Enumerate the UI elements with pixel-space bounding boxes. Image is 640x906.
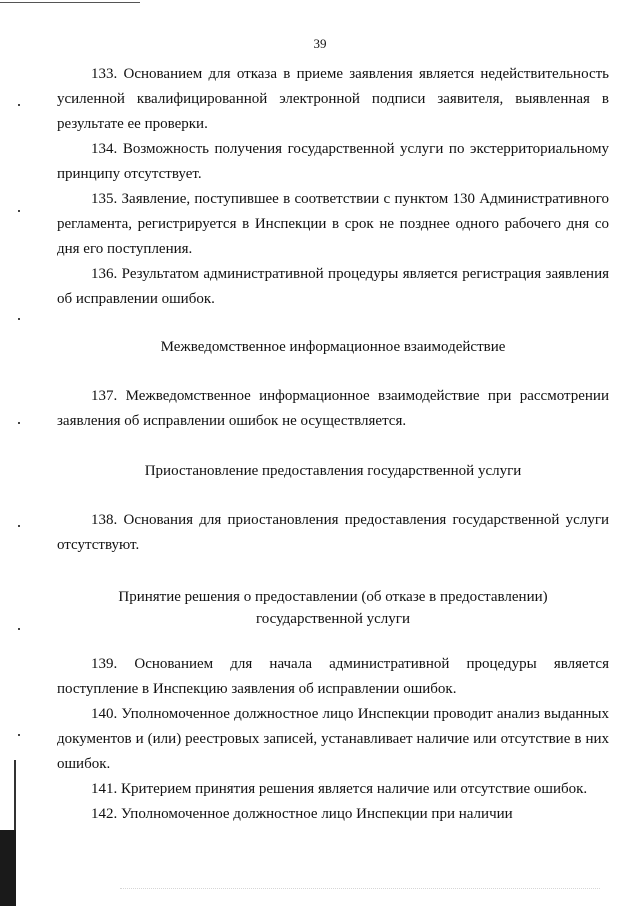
heading-decision-line2: государственной услуги	[256, 611, 410, 627]
margin-mark	[18, 210, 20, 212]
paragraph-139: 139. Основанием для начала административной процедуры является поступление в Инспекцию заявления об исправлении ошибок.	[57, 656, 609, 697]
paragraph-136: 136. Результатом административной процедуры является регистрация заявления об исправлении ошибок.	[57, 266, 609, 307]
document-body	[57, 62, 609, 827]
scan-bottom-artifacts	[120, 888, 600, 893]
margin-mark	[18, 318, 20, 320]
margin-mark	[18, 422, 20, 424]
margin-mark	[18, 104, 20, 106]
paragraph-141: 141. Критерием принятия решения является наличие или отсутствие ошибок.	[91, 781, 588, 797]
heading-interagency-text: Межведомственное информационное взаимодействие	[160, 339, 506, 355]
heading-interagency	[57, 336, 609, 358]
paragraph-134: 134. Возможность получения государственной услуги по экстерриториальному принципу отсутствует.	[57, 141, 609, 182]
paragraph-135: 135. Заявление, поступившее в соответствии с пунктом 130 Административного регламента, регистрируется в Инспекции в срок не позднее одного рабочего дня со дня его поступления.	[57, 191, 609, 257]
heading-decision	[57, 586, 609, 630]
paragraph-140: 140. Уполномоченное должностное лицо Инспекции проводит анализ выданных документов и (или) реестровых записей, устанавливает наличие или отсутствие в них ошибок.	[57, 706, 609, 772]
scan-top-rule	[0, 2, 140, 3]
paragraph-137: 137. Межведомственное информационное взаимодействие при рассмотрении заявления об исправлении ошибок не осуществляется.	[57, 388, 609, 429]
scan-edge-line	[14, 760, 16, 840]
paragraph-142: 142. Уполномоченное должностное лицо Инспекции при наличии	[91, 806, 513, 822]
paragraph-138: 138. Основания для приостановления предоставления государственной услуги отсутствуют.	[57, 512, 609, 553]
paragraph-133: 133. Основанием для отказа в приеме заявления является недействительность усиленной квалифицированной электронной подписи заявителя, выявленная в результате ее проверки.	[57, 66, 609, 132]
heading-suspension-text: Приостановление предоставления государственной услуги	[144, 463, 522, 479]
heading-decision-line1: Принятие решения о предоставлении (об отказе в предоставлении)	[118, 589, 548, 605]
page-number: 39	[313, 36, 327, 51]
margin-mark	[18, 734, 20, 736]
heading-suspension	[57, 460, 609, 482]
scan-edge-shadow	[0, 830, 16, 906]
margin-mark	[18, 628, 20, 630]
margin-mark	[18, 525, 20, 527]
